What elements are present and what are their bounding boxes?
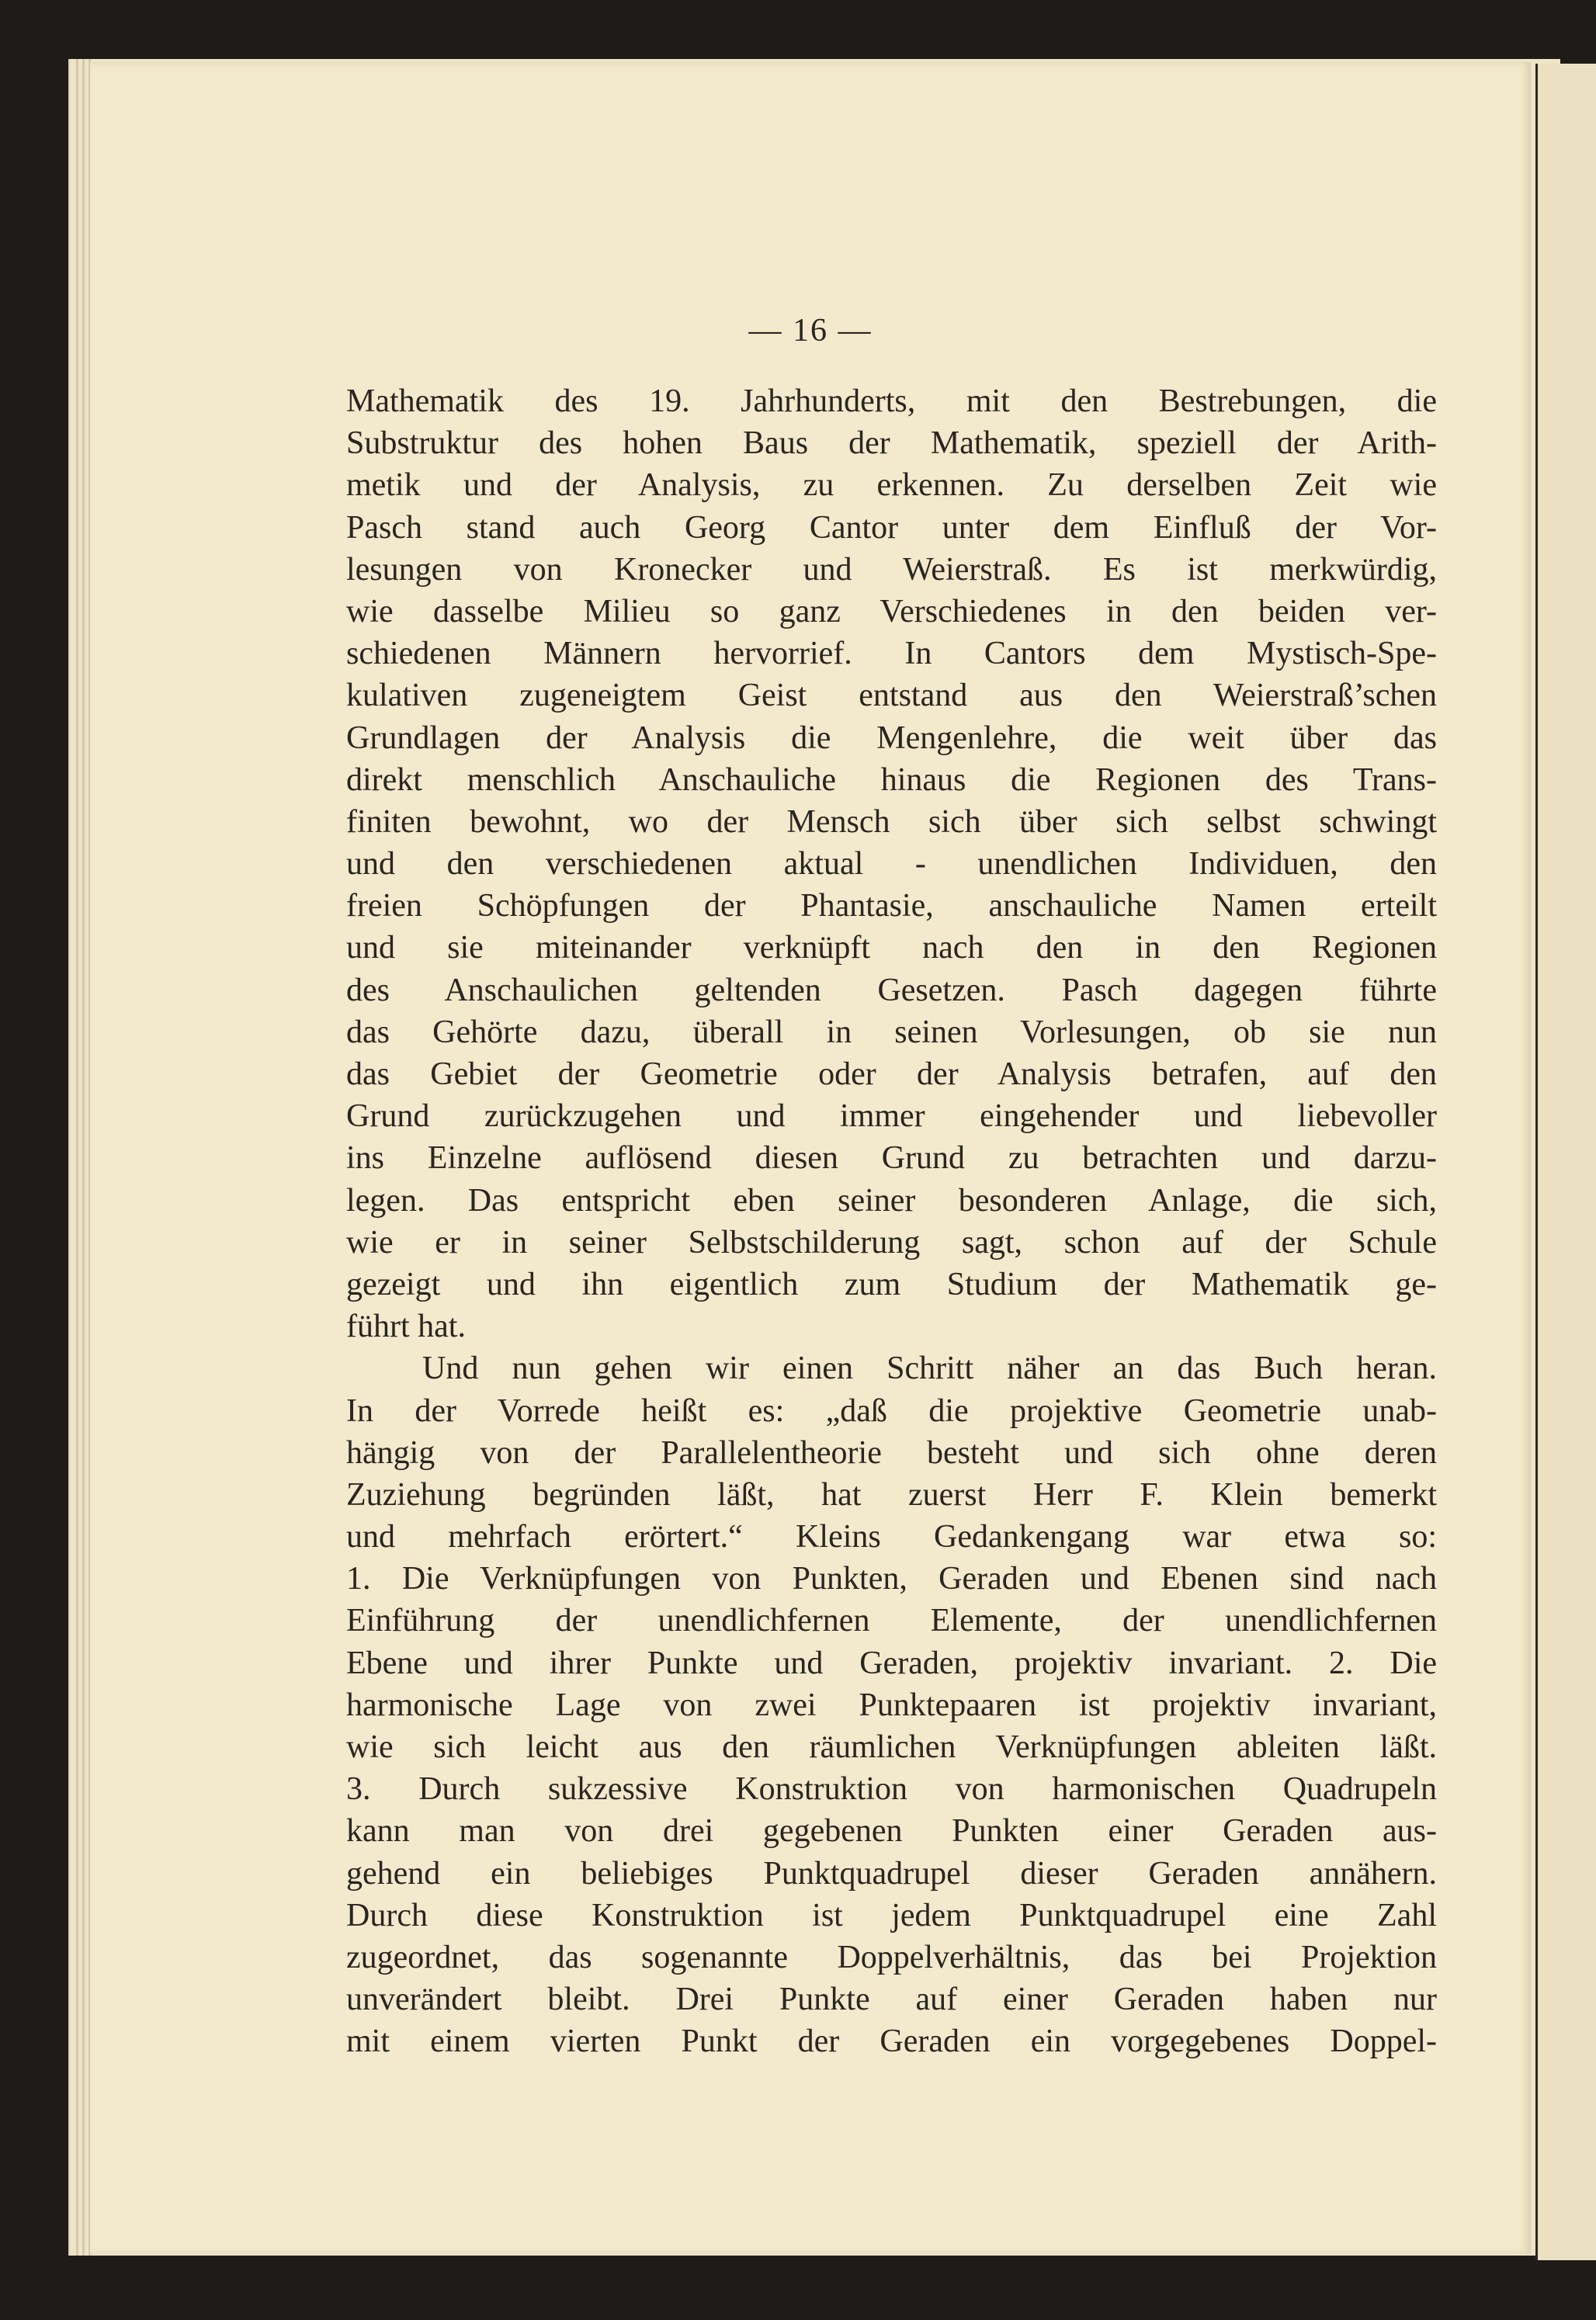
text-line: unverändert bleibt. Drei Punkte auf einer Geraden haben nur	[346, 1982, 1437, 2018]
text-line: wie dasselbe Milieu so ganz Verschiedenes in den beiden ver-	[346, 593, 1437, 629]
text-line: kulativen zugeneigtem Geist entstand aus den Weierstraß’schen	[346, 678, 1437, 714]
text-line: das Gebiet der Geometrie oder der Analysis betrafen, auf den	[346, 1056, 1437, 1092]
text-line: kann man von drei gegebenen Punkten einer Geraden aus-	[346, 1813, 1437, 1850]
text-line: In der Vorrede heißt es: „daß die projektive Geometrie unab-	[346, 1392, 1437, 1429]
text-line: freien Schöpfungen der Phantasie, anschauliche Namen erteilt	[346, 888, 1437, 924]
text-line: 3. Durch sukzessive Konstruktion von harmonischen Quadrupeln	[346, 1771, 1437, 1808]
text-line: finiten bewohnt, wo der Mensch sich über sich selbst schwingt	[346, 803, 1437, 840]
text-line: Grundlagen der Analysis die Mengenlehre, die weit über das	[346, 720, 1437, 756]
page-number: — 16 —	[748, 313, 873, 349]
text-line: hängig von der Parallelentheorie besteht und sich ohne deren	[346, 1434, 1437, 1471]
text-line: führt hat.	[346, 1309, 466, 1345]
page-edge-line	[82, 59, 85, 2256]
body-text	[346, 380, 1437, 2063]
text-line: Pasch stand auch Georg Cantor unter dem Einfluß der Vor-	[346, 509, 1437, 546]
book-page	[90, 62, 1531, 2254]
text-line: Einführung der unendlichfernen Elemente, der unendlichfernen	[346, 1603, 1437, 1639]
text-line: und mehrfach erörtert.“ Kleins Gedankengang war etwa so:	[346, 1519, 1437, 1555]
text-line: Mathematik des 19. Jahrhunderts, mit den Bestrebungen, die	[346, 383, 1437, 419]
text-line: 1. Die Verknüpfungen von Punkten, Geraden und Ebenen sind nach	[346, 1561, 1437, 1597]
text-line: und den verschiedenen aktual - unendlichen Individuen, den	[346, 846, 1437, 883]
text-line: des Anschaulichen geltenden Gesetzen. Pasch dagegen führte	[346, 972, 1437, 1008]
text-line: lesungen von Kronecker und Weierstraß. Es ist merkwürdig,	[346, 551, 1437, 588]
text-line: harmonische Lage von zwei Punktepaaren ist projektiv invariant,	[346, 1687, 1437, 1723]
text-line: Und nun gehen wir einen Schritt näher an das Buch heran.	[422, 1351, 1437, 1387]
text-line: zugeordnet, das sogenannte Doppelverhältnis, das bei Projektion	[346, 1939, 1437, 1975]
text-line: Grund zurückzugehen und immer eingehender und liebevoller	[346, 1098, 1437, 1135]
text-line: wie sich leicht aus den räumlichen Verknüpfungen ableiten läßt.	[346, 1729, 1437, 1765]
text-line: mit einem vierten Punkt der Geraden ein vorgegebenes Doppel-	[346, 2023, 1437, 2060]
text-line: wie er in seiner Selbstschilderung sagt, schon auf der Schule	[346, 1224, 1437, 1261]
facing-page-edge	[1535, 64, 1596, 2260]
text-line: Substruktur des hohen Baus der Mathematik, speziell der Arith-	[346, 425, 1437, 462]
text-line: schiedenen Männern hervorrief. In Cantors dem Mystisch-Spe-	[346, 636, 1437, 672]
text-line: das Gehörte dazu, überall in seinen Vorlesungen, ob sie nun	[346, 1014, 1437, 1050]
text-line: Durch diese Konstruktion ist jedem Punktquadrupel eine Zahl	[346, 1897, 1437, 1933]
text-line: gezeigt und ihn eigentlich zum Studium der Mathematik ge-	[346, 1266, 1437, 1302]
text-line: Zuziehung begründen läßt, hat zuerst Herr F. Klein bemerkt	[346, 1476, 1437, 1513]
text-line: metik und der Analysis, zu erkennen. Zu derselben Zeit wie	[346, 467, 1437, 504]
page-edge-line	[76, 59, 78, 2256]
text-line: Ebene und ihrer Punkte und Geraden, projektiv invariant. 2. Die	[346, 1645, 1437, 1681]
text-line: legen. Das entspricht eben seiner besonderen Anlage, die sich,	[346, 1182, 1437, 1219]
text-line: direkt menschlich Anschauliche hinaus die Regionen des Trans-	[346, 761, 1437, 798]
text-line: und sie miteinander verknüpft nach den in den Regionen	[346, 930, 1437, 966]
text-line: ins Einzelne auflösend diesen Grund zu betrachten und darzu-	[346, 1140, 1437, 1177]
text-line: gehend ein beliebiges Punktquadrupel dieser Geraden annähern.	[346, 1855, 1437, 1892]
